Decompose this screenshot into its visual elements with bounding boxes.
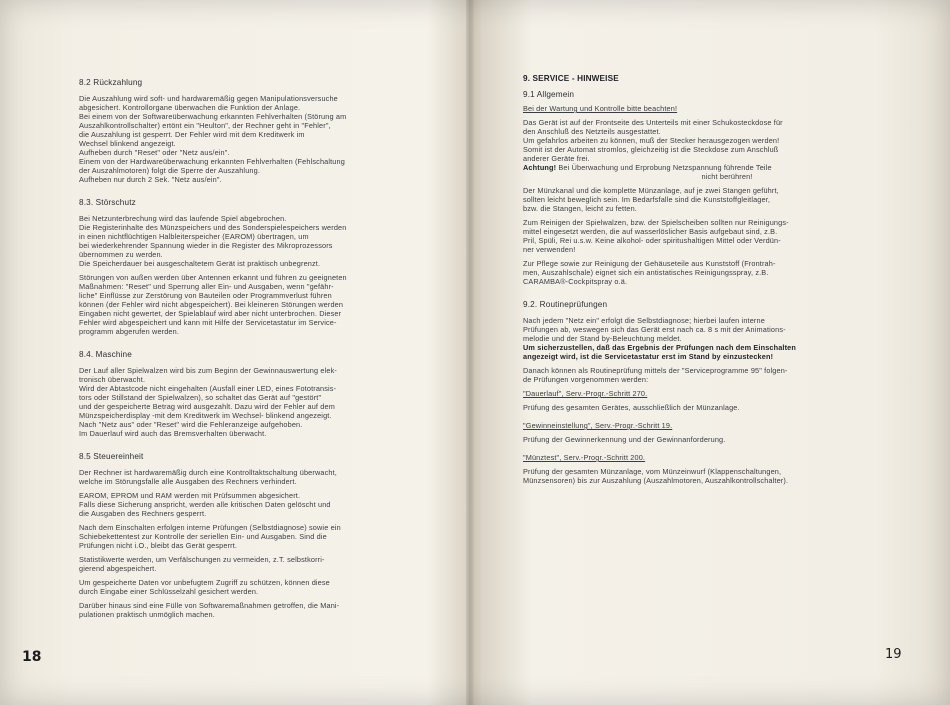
text-line: Die Auszahlung wird soft- und hardwaremäßig gegen Manipulationsversuche (79, 94, 338, 103)
text-line: die Ausgaben des Rechners gesperrt. (79, 509, 207, 518)
test-description: Prüfung der Gewinnerkennung und der Gewinnanforderung. (523, 435, 726, 444)
section-heading: 8.4. Maschine (79, 350, 132, 359)
text-line: Zum Reinigen der Spielwalzen, bzw. der Spielscheiben sollten nur Reinigungs- (523, 218, 789, 227)
text-line: welche im Störungsfalle alle Ausgaben des Rechners verhindert. (79, 477, 297, 486)
text-line: Eingaben nicht gewertet, der Spielablauf wird aber nicht unterbrochen. Dieser (79, 309, 342, 318)
section-8-2 (79, 78, 421, 184)
text-line: und der gespeicherte Betrag wird ausgezahlt. Dazu wird der Fehler auf dem (79, 402, 335, 411)
text-line: men, Auszahlschale) eignet sich ein antistatisches Reinigungsspray, z.B. (523, 268, 769, 277)
text-line: Bei einem von der Softwareüberwachung erkannten Fehlverhalten (Störung am (79, 112, 347, 121)
text-line: ner verwenden! (523, 245, 576, 254)
right-column (523, 74, 871, 499)
text-line: in einen nichtflüchtigen Halbleiterspeicher (EAROM) übertragen, um (79, 232, 309, 241)
text-line: Maßnahmen: "Reset" und Sperrung aller Ein- und Ausgaben, wenn "gefähr- (79, 282, 334, 291)
chapter-heading: 9. SERVICE - HINWEISE (523, 74, 619, 83)
text-line: programm abgerufen werden. (79, 327, 180, 336)
text-line: Falls diese Sicherung anspricht, werden alle kritischen Daten gelöscht und (79, 500, 331, 509)
test-description: Prüfung des gesamten Gerätes, ausschließlich der Münzanlage. (523, 403, 740, 412)
text-line: übernommen zu werden. (79, 250, 163, 259)
text-line: Pril, Spüli, Rei u.s.w. Keine alkohol- oder spiritushaltigen Mittel oder Verdün- (523, 236, 781, 245)
text-line: Wechsel blinkend angezeigt. (79, 139, 176, 148)
section-heading: 8.5 Steuereinheit (79, 452, 144, 461)
text-line: Schiebekettentest zur Kontrolle der seriellen Ein- und Ausgaben. Sind die (79, 532, 327, 541)
text-line: de Prüfungen vorgenommen werden: (523, 375, 649, 384)
test-description: Prüfung der gesamten Münzanlage, vom Münzeinwurf (Klappenschaltungen, (523, 467, 782, 476)
text-line: Statistikwerte werden, um Verfälschungen zu vermeiden, z.T. selbstkorri- (79, 555, 325, 564)
text-line: liche" Einflüsse zur Zerstörung von Bauteilen oder Programmverlust führen (79, 291, 332, 300)
text-line: Nach dem Einschalten erfolgen interne Prüfungen (Selbstdiagnose) sowie ein (79, 523, 341, 532)
section-8-4 (79, 350, 421, 438)
left-page (0, 0, 466, 705)
text-line: den Anschluß des Netzteils ausgestattet. (523, 127, 661, 136)
section-9-2 (523, 300, 871, 485)
text-line: der Auszahlmotoren) folgt die Sperre der Auszahlung. (79, 166, 261, 175)
text-line: Der Rechner ist hardwaremäßig durch eine Kontrolltaktschaltung überwacht, (79, 468, 337, 477)
page-number: 19 (885, 647, 902, 662)
text-line: Bei Netzunterbrechung wird das laufende Spiel abgebrochen. (79, 214, 287, 223)
text-line: bei wiederkehrender Spannung wieder in die Register des Mikroprozessors (79, 241, 333, 250)
warning-text: Bei Überwachung und Erprobung Netzspannung führende Teile (556, 163, 772, 172)
bold-line: angezeigt wird, ist die Servicetastatur erst im Stand by einzustecken! (523, 352, 774, 361)
text-line: Nach jedem "Netz ein" erfolgt die Selbstdiagnose; hierbei laufen interne (523, 316, 765, 325)
text-line: Münzspeicherdisplay -mit dem Kreditwerk im Wechsel- blinkend angezeigt. (79, 411, 332, 420)
page-number: 18 (22, 649, 42, 665)
text-line: melodie und der Stand by-Beleuchtung meldet. (523, 334, 682, 343)
text-line: Zur Pflege sowie zur Reinigung der Gehäuseteile aus Kunststoff (Frontrah- (523, 259, 776, 268)
warning-label: Achtung! (523, 163, 557, 172)
test-description: Münzsensoren) bis zur Auszahlung (Auszahlmotoren, Auszahlkontrollschalter). (523, 476, 789, 485)
section-heading: 9.2. Routineprüfungen (523, 300, 608, 309)
text-line: Prüfungen ab, weswegen sich das Gerät erst nach ca. 8 s mit der Animations- (523, 325, 786, 334)
text-line: Darüber hinaus sind eine Fülle von Softwaremaßnahmen getroffen, die Mani- (79, 601, 340, 610)
text-line: tors oder Stillstand der Spielwalzen), so schaltet das Gerät auf "gestört" (79, 393, 322, 402)
section-8-3 (79, 198, 421, 336)
test-title: "Gewinneinstellung", Serv.-Progr.-Schritt 19. (523, 421, 673, 430)
text-line: Einem von der Hardwareüberwachung erkannten Fehlverhalten (Fehlschaltung (79, 157, 345, 166)
text-line: CARAMBA®-Cockpitspray o.ä. (523, 277, 628, 286)
bold-line: Um sicherzustellen, daß das Ergebnis der Prüfungen nach dem Einschalten (523, 343, 796, 352)
section-9 (523, 74, 871, 286)
text-line: Auszahlkontrollschalter) ertönt ein "Heulton", der Rechner geht in "Fehler", (79, 121, 331, 130)
text-line: anderer Geräte frei. (523, 154, 590, 163)
text-line: mittel eingesetzt werden, die auf wasserlöslicher Basis aufgebaut sind, z.B. (523, 227, 778, 236)
text-line: Die Speicherdauer bei ausgeschaltetem Gerät ist praktisch unbegrenzt. (79, 259, 321, 268)
section-heading: 9.1 Allgemein (523, 90, 575, 99)
text-line: Nach "Netz aus" oder "Reset" wird die Fehleranzeige aufgehoben. (79, 420, 303, 429)
book-gutter (466, 0, 474, 705)
text-line: Im Dauerlauf wird auch das Bremsverhalten überwacht. (79, 429, 267, 438)
text-line: abgesichert. Kontrollorgane überwachen die Funktion der Anlage. (79, 103, 301, 112)
text-line: Prüfungen nicht i.O., bleibt das Gerät gesperrt. (79, 541, 238, 550)
text-line: Fehler wird abgespeichert und kann mit Hilfe der Servicetastatur im Service- (79, 318, 337, 327)
text-line: Der Münzkanal und die komplette Münzanlage, auf je zwei Stangen geführt, (523, 186, 779, 195)
text-line: Aufheben durch "Reset" oder "Netz aus/ein". (79, 148, 230, 157)
text-line: Somit ist der Automat stromlos, gleichzeitig ist die Steckdose zum Anschluß (523, 145, 779, 154)
warning-line (523, 163, 871, 172)
text-line: Danach können als Routineprüfung mittels der "Serviceprogramme 95" folgen- (523, 366, 788, 375)
test-title: "Dauerlauf", Serv.-Progr.-Schritt 270. (523, 389, 648, 398)
text-line: Um gefahrlos arbeiten zu können, muß der Stecker herausgezogen werden! (523, 136, 780, 145)
test-title: "Münztest", Serv.-Progr.-Schritt 200. (523, 453, 646, 462)
text-line: Die Registerinhalte des Münzspeichers und des Sonderspielespeichers werden (79, 223, 347, 232)
text-line: durch Eingabe einer Schlüsselzahl gesichert werden. (79, 587, 259, 596)
text-line: Aufheben nur durch 2 Sek. "Netz aus/ein". (79, 175, 222, 184)
text-line: EAROM, EPROM und RAM werden mit Prüfsummen abgesichert. (79, 491, 301, 500)
warning-continuation: nicht berühren! (701, 172, 753, 181)
text-line: sollten leicht beweglich sein. Im Bedarfsfalle sind die Kunststoffgleitlager, (523, 195, 771, 204)
section-heading: 8.3. Störschutz (79, 198, 136, 207)
text-line: Störungen von außen werden über Antennen erkannt und führen zu geeigneten (79, 273, 347, 282)
section-heading: 8.2 Rückzahlung (79, 78, 143, 87)
text-line: Wird der Abtastcode nicht eingehalten (Ausfall einer LED, eines Fototransis- (79, 384, 337, 393)
text-line: Um gespeicherte Daten vor unbefugtem Zugriff zu schützen, können diese (79, 578, 330, 587)
text-line: pulationen praktisch unmöglich machen. (79, 610, 215, 619)
text-line: gierend abgespeichert. (79, 564, 157, 573)
text-line: Das Gerät ist auf der Frontseite des Unterteils mit einer Schukosteckdose für (523, 118, 783, 127)
text-line: können (der Fehler wird nicht abgespeichert). Bei kleineren Störungen werden (79, 300, 344, 309)
text-line: die Auszahlung ist gesperrt. Der Fehler wird mit dem Kreditwerk im (79, 130, 305, 139)
text-line: tronisch überwacht. (79, 375, 146, 384)
right-page (474, 0, 950, 705)
text-line: bzw. die Stangen, leicht zu fetten. (523, 204, 637, 213)
text-line: Der Lauf aller Spielwalzen wird bis zum Beginn der Gewinnauswertung elek- (79, 366, 337, 375)
underlined-note: Bei der Wartung und Kontrolle bitte beachten! (523, 104, 678, 113)
section-8-5 (79, 452, 421, 619)
left-column (79, 78, 421, 633)
